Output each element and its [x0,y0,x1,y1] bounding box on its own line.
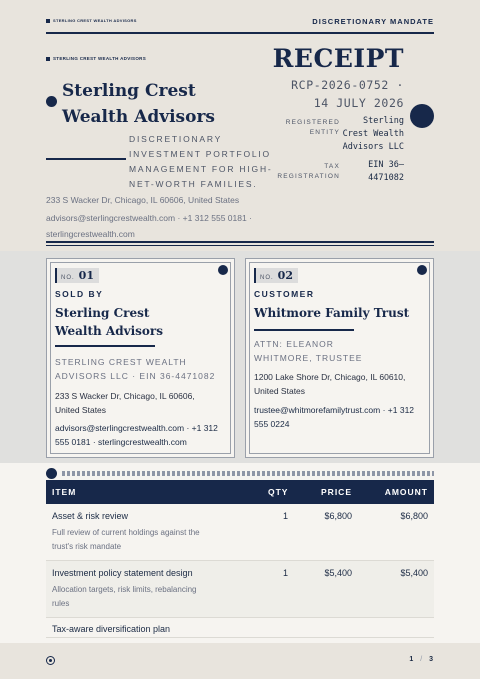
top-brand-label: STERLING CREST WEALTH ADVISORS [53,18,137,23]
tax-label-1: TAX [324,163,340,170]
seller-name-line2: Wealth Advisors [55,324,163,338]
seller-address [55,389,195,417]
seller-name [55,304,163,340]
item-description [52,526,237,554]
receipt-number-date [264,76,404,112]
table-header [46,480,434,504]
seller-contact [55,421,218,449]
item-title: Tax-aware diversification plan [52,624,171,634]
customer-contact-line1: trustee@whitmorefamilytrust.com · +1 312 [254,405,415,415]
item-desc-line2: rules [52,599,70,608]
page-separator: / [420,656,424,663]
card-dot-icon [417,265,427,275]
seller-name-line1: Sterling Crest [55,306,150,320]
seller-address-line1: 233 S Wacker Dr, Chicago, IL 60606, [55,391,195,401]
table-row [46,618,434,638]
target-icon [46,656,55,665]
firm-address: 233 S Wacker Dr, Chicago, IL 60606, United States [46,195,240,205]
item-amount: $6,800 [400,511,428,521]
col-item: ITEM [52,487,77,497]
entity-line2: Crest Wealth [342,129,404,139]
item-title: Asset & risk review [52,511,129,521]
tax-line2: 4471082 [368,173,404,183]
table-row [46,561,434,617]
customer-name: Whitmore Family Trust [254,306,410,320]
customer-card [245,258,434,458]
entity-value [324,115,404,154]
tax-line1: EIN 36– [368,160,404,170]
document-type-label: DISCRETIONARY MANDATE [312,17,434,26]
item-price: $6,800 [324,511,352,521]
small-brand-label: STERLING CREST WEALTH ADVISORS [53,56,147,61]
customer-attn-line2: WHITMORE, TRUSTEE [254,353,363,363]
table-row [46,504,434,560]
customer-role: CUSTOMER [254,289,315,299]
col-price: PRICE [321,487,352,497]
card-divider [55,345,155,347]
firm-address-block [46,192,286,242]
tax-label-2: REGISTRATION [277,173,340,180]
customer-address [254,370,405,398]
seller-legal-name [55,355,215,383]
tax-value [324,159,404,185]
firm-name-line1: Sterling Crest [62,81,196,101]
item-desc-line1: Full review of current holdings against the [52,528,200,537]
top-bar [46,14,434,34]
customer-address-line2: United States [254,386,306,396]
firm-name-line2: Wealth Advisors [62,107,215,127]
brand-square-icon [46,57,50,61]
card-no-value: 02 [277,269,293,282]
item-amount: $5,400 [400,568,428,578]
seller-card-number [55,268,99,283]
customer-address-line1: 1200 Lake Shore Dr, Chicago, IL 60610, [254,372,406,382]
seller-contact-line2: 555 0181 · sterlingcrestwealth.com [55,437,187,447]
item-desc-line1: Allocation targets, risk limits, rebalancing [52,585,197,594]
page-current: 1 [409,656,415,663]
header-double-rule [46,241,434,246]
item-qty: 1 [283,568,289,578]
page-total: 3 [429,656,434,663]
brand-square-icon [46,19,50,23]
customer-attn-line1: ATTN: ELEANOR [254,339,334,349]
customer-attention [254,337,362,365]
receipt-title: RECEIPT [272,44,404,73]
entity-line1: Sterling [363,116,404,126]
card-no-label: NO. [260,275,274,281]
page-footer [0,643,480,679]
entity-label-2: ENTITY [309,129,340,136]
card-no-label: NO. [61,275,75,281]
card-no-value: 01 [78,269,94,282]
firm-name [62,78,262,130]
top-brand [46,18,137,23]
item-title: Investment policy statement design [52,568,193,578]
col-qty: QTY [268,487,289,497]
small-brand [46,56,146,61]
entity-label-1: REGISTERED [285,119,340,126]
row-divider [46,637,434,638]
seller-contact-line1: advisors@sterlingcrestwealth.com · +1 312 [55,423,218,433]
item-price: $5,400 [324,568,352,578]
seller-card [46,258,235,458]
firm-tagline: DISCRETIONARY INVESTMENT PORTFOLIO MANAGEMENT FOR HIGH-NET-WORTH FAMILIES. [129,134,273,189]
receipt-date: 14 JULY 2026 [313,96,404,110]
divider [46,158,126,160]
decor-dot-icon [46,468,57,479]
seller-sub-line2: ADVISORS LLC · EIN 36-4471082 [55,371,216,381]
customer-contact [254,403,414,431]
item-desc-line2: trust's risk mandate [52,542,122,551]
card-divider [254,329,354,331]
seller-sub-line1: STERLING CREST WEALTH [55,357,187,367]
receipt-number: RCP-2026-0752 · [291,78,404,92]
col-amount: AMOUNT [384,487,428,497]
customer-card-number [254,268,298,283]
decor-dot-icon [46,96,57,107]
item-qty: 1 [283,511,289,521]
firm-contact: advisors@sterlingcrestwealth.com · +1 312 555 0181 · sterlingcrestwealth.com [46,213,252,239]
card-dot-icon [218,265,228,275]
customer-contact-line2: 555 0224 [254,419,290,429]
item-description [52,583,237,611]
seller-address-line2: United States [55,405,107,415]
dashed-divider [62,471,434,476]
seller-role: SOLD BY [55,289,104,299]
entity-line3: Advisors LLC [342,142,404,152]
page-indicator [409,656,434,663]
decor-dot-icon [410,104,434,128]
